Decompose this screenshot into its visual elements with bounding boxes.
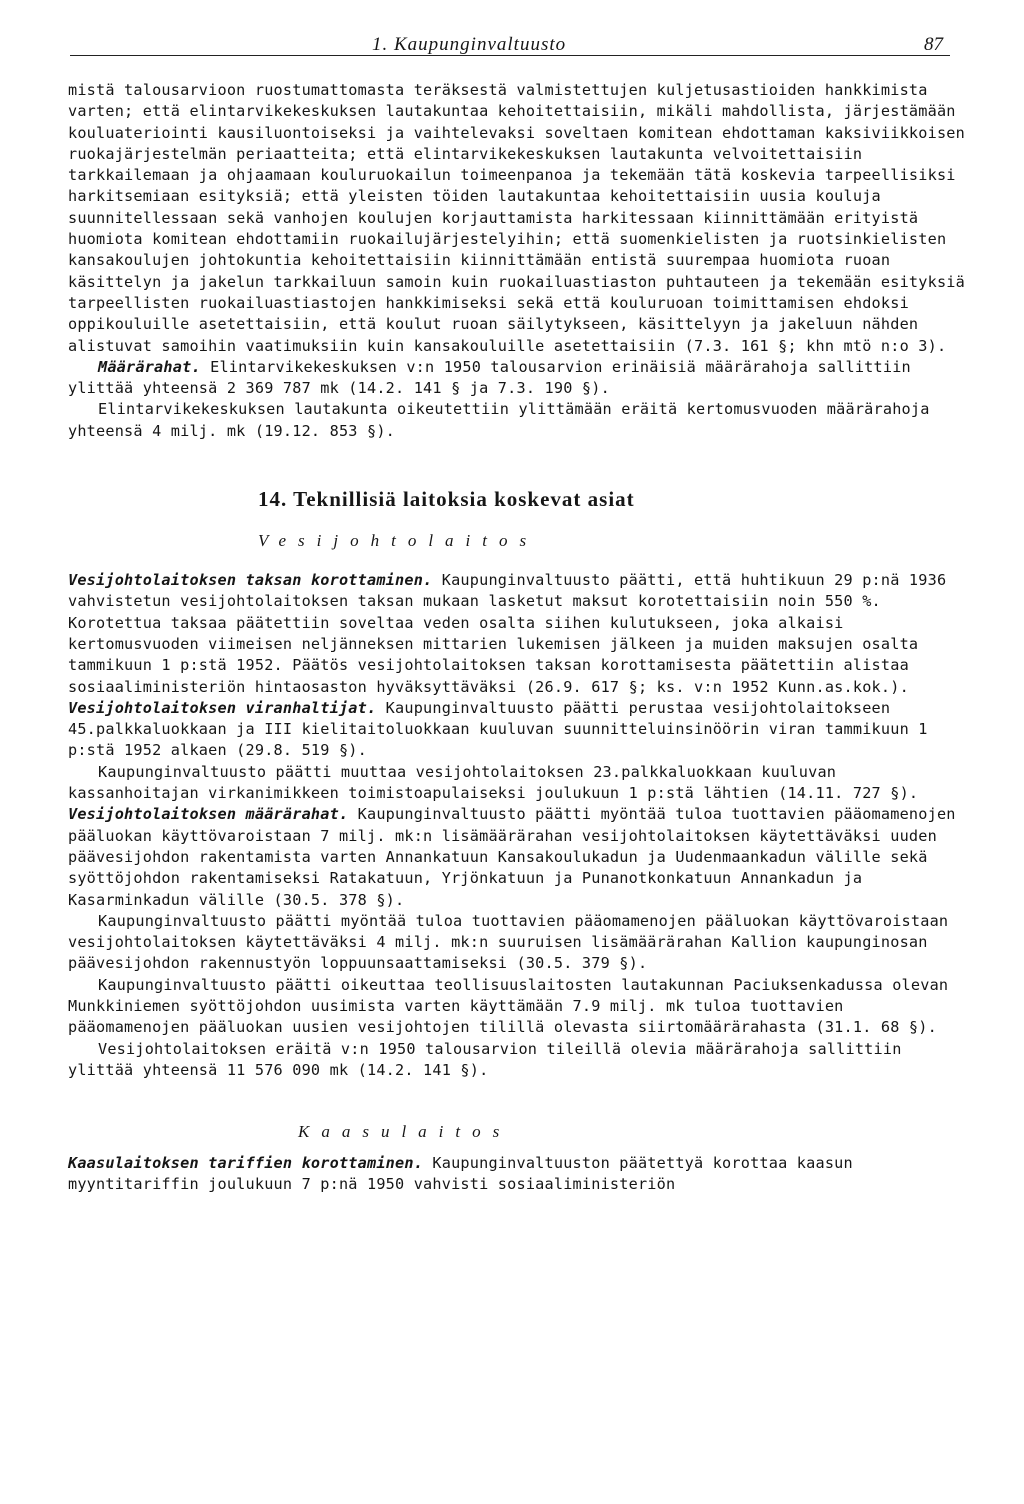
paragraph-title: Vesijohtolaitoksen määrärahat. — [68, 805, 349, 824]
running-title: 1. Kaupunginvaltuusto — [372, 34, 567, 55]
paragraph-kallio — [68, 911, 968, 975]
paragraph-title: Vesijohtolaitoksen taksan korottaminen. — [68, 571, 433, 590]
page-number: 87 — [924, 34, 943, 55]
document-body — [68, 80, 968, 1196]
paragraph-title: Määrärahat. — [98, 357, 201, 376]
paragraph-text: Kaupunginvaltuusto päätti perustaa vesijohtolaitokseen 45.palkkaluokkaan ja III kielitaitoluokkaan kuuluvan suunnitteluinsinöörin viran tammikuun 1 p:stä 1952 alkaen (29.8. 519 §). — [68, 698, 928, 760]
paragraph-munkkiniemi — [68, 975, 968, 1039]
paragraph-text: Kaupunginvaltuusto päätti myöntää tuloa tuottavien pääomamenojen pääluokan käyttövaroistaan vesijohtolaitoksen käytettäväksi 4 milj. mk:n suuruisen lisämäärärahan Kallion kaupunginosan päävesijohdon rakennustyön loppuunsaattamiseksi (30.5. 379 §). — [68, 911, 949, 973]
section-heading: 14. Teknillisiä laitoksia koskevat asiat — [258, 487, 635, 512]
paragraph-continuation: mistä talousarvioon ruostumattomasta teräksestä valmistettujen kuljetusastioiden hankkimista varten; että elintarvikekeskuksen lautakuntaa kehoitettaisiin, mikäli mahdollista, järjestämään kouluateriointi kausiluontoiseksi ja vaihtelevaksi soveltaen komitean ehdottaman kaksiviikkoisen ruokajärjestelmän periaatteita; että elintarvikekeskuksen lautakunta velvoitettaisiin tarkkailemaan ja ohjaamaan kouluruokailun toimeenpanoa ja tekemään tätä koskevia tarpeellisiksi harkitsemiaan esityksiä; että yleisten töiden lautakuntaa kehoitettaisiin uusia kouluja suunnitellessaan sekä vanhojen koulujen korjauttamista harkitessaan kiinnittämään erityistä huomiota komitean ehdottamiin ruokailujärjestelyihin; että suomenkielisten ja ruotsinkielisten kansakoulujen johtokuntia kehoitettaisiin kiinnittämään entistä suurempaa huomiota ruoan käsittelyn ja jakelun tarkkailuun samoin kuin ruokailuastiaston puhtauteen ja tekemään esityksiä tarpeellisten ruokailuastiastojen hankkimiseksi sekä että kouluruoan toimittamisen ehdoksi oppikouluille asetettaisiin, että koulut ruoan säilytykseen, käsittelyyn ja jakeluun nähden alistuvat samoihin vaatimuksiin kuin kansakouluille asetettaisiin (7.3. 161 §; khn mtö n:o 3). — [68, 81, 965, 355]
paragraph-text: Vesijohtolaitoksen eräitä v:n 1950 talousarvion tileillä olevia määrärahoja sallittiin ylittää yhteensä 11 576 090 mk (14.2. 141 §). — [68, 1039, 902, 1079]
paragraph-viranhaltijat — [68, 698, 968, 762]
subheading-vesijohtolaitos: Vesijohtolaitos — [258, 531, 539, 551]
paragraph-text: Elintarvikekeskuksen v:n 1950 talousarvion erinäisiä määrärahoja sallittiin ylittää yhteensä 2 369 787 mk (14.2. 141 § ja 7.3. 190 §). — [68, 357, 911, 398]
paragraph-text: Kaupunginvaltuusto päätti, että huhtikuun 29 p:nä 1936 vahvistetun vesijohtolaitoksen taksan mukaan lasketut maksut korotettaisiin noin 550 %. Korotettua taksaa päätettiin soveltaa veden osalta siihen kulutukseen, joka alkaisi kertomusvuoden viimeisen neljänneksen mittarien lukemisen jälkeen ja muiden maksujen osalta tammikuun 1 p:stä 1952. Päätös vesijohtolaitoksen taksan korottamisesta päätettiin alistaa sosiaaliministeriön hintaosaston hyväksyttäväksi (26.9. 617 §; ks. v:n 1952 Kunn.as.kok.). — [68, 571, 947, 696]
subheading-kaasulaitos: Kaasulaitos — [298, 1122, 512, 1142]
paragraph-title: Vesijohtolaitoksen viranhaltijat. — [68, 698, 377, 717]
paragraph-taksa — [68, 570, 968, 698]
paragraph-elintarvike-ylitys: Elintarvikekeskuksen lautakunta oikeutettiin ylittämään eräitä kertomusvuoden määrärahoja yhteensä 4 milj. mk (19.12. 853 §). — [68, 400, 930, 440]
header-rule — [70, 55, 950, 56]
paragraph-maararahat-vesijohto — [68, 804, 968, 910]
paragraph-text: Kaupunginvaltuusto päätti muuttaa vesijohtolaitoksen 23.palkkaluokkaan kuuluvan kassanhoitajan virkanimikkeen toimistoapulaiseksi joulukuun 1 p:stä lähtien (14.11. 727 §). — [68, 762, 919, 803]
paragraph-text: Kaupunginvaltuusto päätti myöntää tuloa tuottavien pääomamenojen pääluokan käyttövaroistaan 7 milj. mk:n lisämäärärahan vesijohtolaitoksen käytettäväksi uuden päävesijohdon rakentamista varten Annankatuun Kansakoulukadun ja Uudenmaankadun välille sekä syöttöjohdon rakentamiseksi Ratakatuun, Yrjönkatuun ja Punanotkonkatuun Annankadun ja Kasarminkadun välille (30.5. 378 §). — [68, 805, 956, 909]
paragraph-text: Kaupunginvaltuusto päätti oikeuttaa teollisuuslaitosten lautakunnan Paciuksenkadussa olevan Munkkiniemen syöttöjohdon uusimista varten käyttämään 7.9 milj. mk tuloa tuottavien pääomamenojen pääluokan uusien vesijohtojen tilillä olevasta siirtomäärärahasta (31.1. 68 §). — [68, 975, 949, 1037]
paragraph-maararahat — [68, 357, 968, 400]
paragraph-tariffit — [68, 1153, 968, 1196]
paragraph-title: Kaasulaitoksen tariffien korottaminen. — [68, 1154, 424, 1173]
spacer — [68, 554, 968, 570]
paragraph-ylitys-vesijohto — [68, 1039, 968, 1082]
paragraph-kassanhoitaja — [68, 762, 968, 805]
paragraph-text: Kaupunginvaltuuston päätettyä korottaa kaasun myyntitariffin joulukuun 7 p:nä 1950 vahvisti sosiaaliministeriön — [68, 1154, 853, 1194]
